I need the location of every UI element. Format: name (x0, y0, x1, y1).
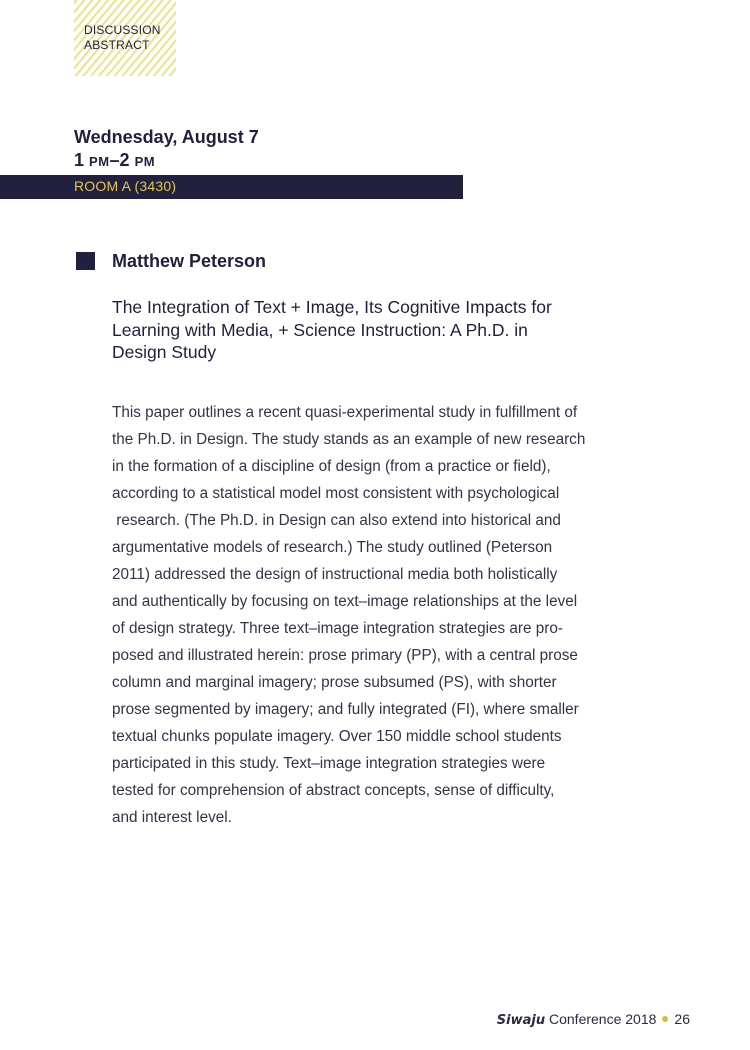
section-tag-line-2: ABSTRACT (84, 38, 150, 52)
title-line: Design Study (112, 342, 217, 362)
section-tag-label (84, 23, 161, 53)
abstract-line: This paper outlines a recent quasi-experimental study in fulfillment of (112, 404, 578, 421)
footer-conference: Conference 2018 (549, 1011, 657, 1027)
abstract-line: research. (The Ph.D. in Design can also extend into historical and (112, 512, 561, 529)
session-date: Wednesday, August 7 (74, 127, 259, 147)
abstract-line: tested for comprehension of abstract concepts, sense of difficulty, (112, 782, 555, 799)
time-dash: – (109, 150, 120, 170)
abstract-line: in the formation of a discipline of design (from a practice or field), (112, 458, 551, 475)
paper-title (112, 296, 672, 364)
abstract-line: 2011) addressed the design of instructional media both holistically (112, 566, 558, 583)
room-bar (0, 175, 463, 199)
session-time (74, 150, 155, 171)
time-end-suffix: PM (134, 154, 156, 169)
abstract-line: participated in this study. Text–image integration strategies were (112, 755, 546, 772)
time-start: 1 (74, 150, 85, 170)
abstract-body (112, 399, 712, 831)
footer-brand: Siwaju (496, 1013, 546, 1028)
title-line: The Integration of Text + Image, Its Cognitive Impacts for (112, 297, 552, 317)
abstract-line: posed and illustrated herein: prose primary (PP), with a central prose (112, 647, 578, 664)
author-marker (76, 252, 95, 270)
title-line: Learning with Media, + Science Instruction: A Ph.D. in (112, 319, 528, 340)
time-start-suffix: PM (89, 154, 110, 169)
abstract-line: argumentative models of research.) The study outlined (Peterson (112, 539, 553, 556)
abstract-line: textual chunks populate imagery. Over 150 middle school students (112, 728, 562, 745)
room-label: ROOM A (3430) (74, 178, 177, 194)
abstract-line: the Ph.D. in Design. The study stands as an example of new research (112, 431, 586, 448)
abstract-line: of design strategy. Three text–image integration strategies are pro- (112, 620, 563, 637)
abstract-line: prose segmented by imagery; and fully integrated (FI), where smaller (112, 701, 579, 718)
section-tag (74, 0, 176, 76)
abstract-line: and interest level. (112, 809, 232, 826)
page-footer (497, 1011, 690, 1028)
abstract-line: according to a statistical model most consistent with psychological (112, 485, 560, 502)
abstract-line: column and marginal imagery; prose subsumed (PS), with shorter (112, 674, 557, 691)
footer-dot-icon (662, 1016, 668, 1022)
author-name: Matthew Peterson (112, 251, 267, 271)
section-tag-line-1: DISCUSSION (84, 23, 161, 37)
time-end: 2 (119, 150, 130, 170)
abstract-line: and authentically by focusing on text–image relationships at the level (112, 593, 578, 610)
page-number: 26 (674, 1011, 690, 1027)
